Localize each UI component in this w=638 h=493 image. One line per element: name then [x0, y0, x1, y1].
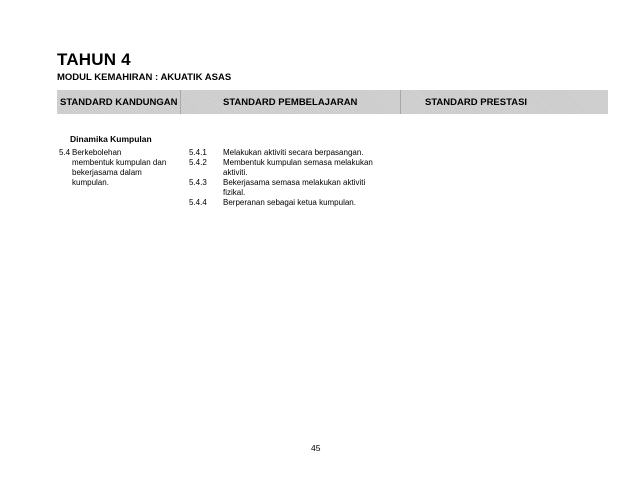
page-title: TAHUN 4: [57, 50, 131, 69]
header-divider: [400, 90, 401, 114]
kandungan-line: membentuk kumpulan dan: [72, 158, 167, 167]
header-standard-pembelajaran: STANDARD PEMBELAJARAN: [223, 97, 358, 108]
topic-heading: Dinamika Kumpulan: [70, 134, 152, 144]
header-standard-kandungan: STANDARD KANDUNGAN: [60, 97, 178, 108]
pembelajaran-text: Membentuk kumpulan semasa melakukan: [223, 158, 373, 167]
header-standard-prestasi: STANDARD PRESTASI: [425, 97, 528, 108]
pembelajaran-text: Berperanan sebagai ketua kumpulan.: [223, 198, 356, 207]
kandungan-line: kumpulan.: [72, 178, 109, 187]
pembelajaran-text: Bekerjasama semasa melakukan aktiviti: [223, 178, 366, 187]
pembelajaran-text: Melakukan aktiviti secara berpasangan.: [223, 148, 364, 157]
pembelajaran-code: 5.4.4: [189, 198, 207, 207]
kandungan-line: Berkebolehan: [72, 148, 122, 157]
pembelajaran-text: fizikal.: [223, 188, 246, 197]
pembelajaran-code: 5.4.1: [189, 148, 207, 157]
kandungan-line: bekerjasama dalam: [72, 168, 142, 177]
pembelajaran-code: 5.4.3: [189, 178, 207, 187]
module-subtitle: MODUL KEMAHIRAN : AKUATIK ASAS: [57, 72, 232, 83]
pembelajaran-code: 5.4.2: [189, 158, 207, 167]
kandungan-code: 5.4: [59, 148, 71, 157]
page-number: 45: [311, 443, 321, 453]
pembelajaran-text: aktiviti.: [223, 168, 248, 177]
header-divider: [180, 90, 181, 114]
